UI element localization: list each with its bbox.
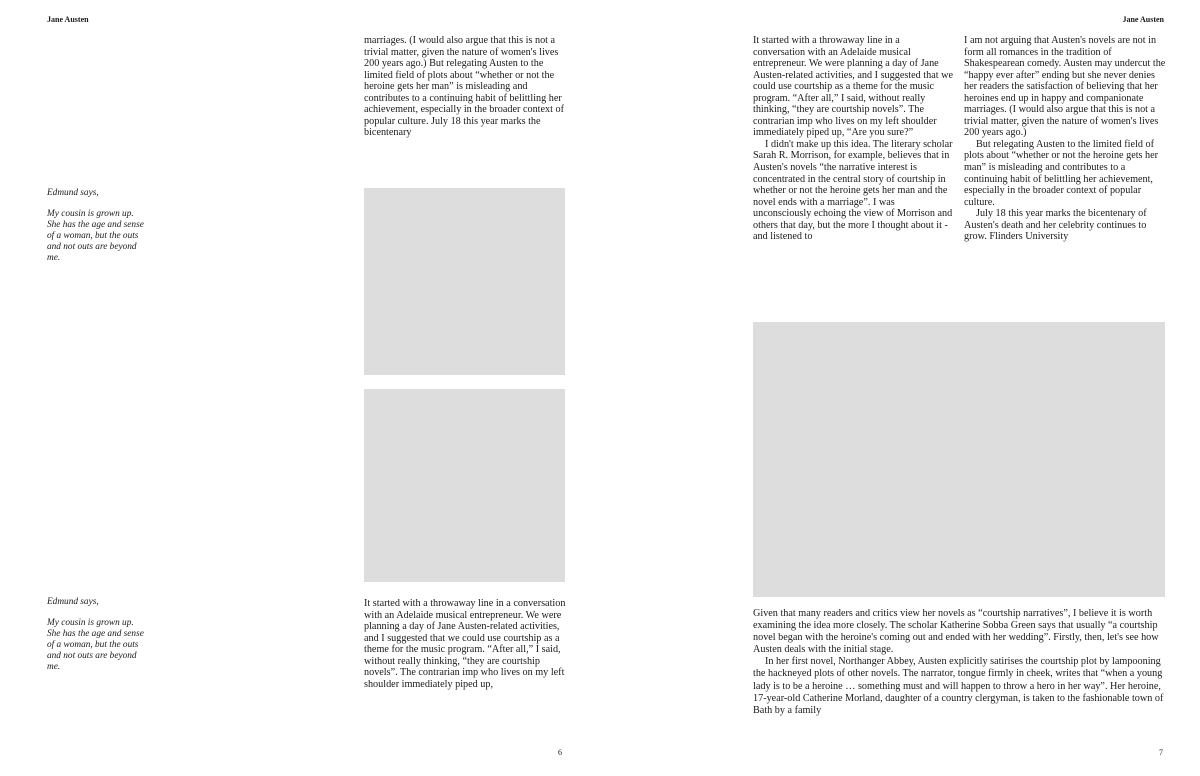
paragraph: But relegating Austen to the limited field of plots about “whether or not the heroine gets her man” is misleading and contributes to a continuing habit of belittling her achievement, especially in the broader context of popular culture. [964, 138, 1159, 208]
left-column-bottom-text [364, 598, 569, 690]
pull-quote-2 [47, 597, 147, 673]
pull-quote-text: My cousin is grown up. She has the age and sense of a woman, but the outs and not outs are beyond me. [47, 618, 144, 672]
right-column-2 [964, 35, 1167, 243]
paragraph: In her first novel, Northanger Abbey, Austen explicitly satirises the courtship plot by lampooning the hackneyed plots of other novels. The narrator, tongue firmly in cheek, writes that “when a young lady is to be a heroine … something must and will happen to throw a hero in her way”. Her heroine, 17-year-old Catherine Morland, daughter of a country clergyman, is taken to the fashionable town of Bath by a family [753, 656, 1164, 716]
pull-quote-text: My cousin is grown up. She has the age and sense of a woman, but the outs and not outs are beyond me. [47, 209, 144, 263]
left-column-top-text: marriages. (I would also argue that this is not a trivial matter, given the nature of women's lives 200 years ago.) But relegating Austen to the limited field of plots about “whether or not the heroine gets her man” is misleading and contributes to a continuing habit of belittling her achievement, especially in the broader context of popular culture. July 18 this year marks the bicentenary [364, 35, 564, 139]
image-placeholder-left-bottom [364, 389, 565, 582]
pull-quote-speaker: Edmund says, [47, 597, 99, 607]
image-placeholder-right [753, 322, 1165, 597]
paragraph: Given that many readers and critics view her novels as “courtship narratives”, I believe it is worth examining the idea more closely. The scholar Katherine Sobba Green says that usually “a courtship novel began with the heroine's coming out and ended with her wedding”. Firstly, then, let's see how Austen deals with the initial stage. [753, 608, 1159, 656]
right-column-1 [753, 35, 954, 243]
paragraph: I didn't make up this idea. The literary scholar Sarah R. Morrison, for example, believes that in Austen's novels “the narrative interest is concentrated in the central story of courtship in whether or not the heroine gets her man and the novel ends with a marriage”. I was unconsciously echoing the view of Morrison and others that day, but the more I thought about it - and listened to [753, 138, 953, 243]
right-bottom-text [753, 608, 1165, 717]
page-number-right: 7 [1159, 748, 1163, 757]
running-head-left: Jane Austen [47, 15, 89, 24]
left-column-bottom-line1: It started with a throwaway line in a conversation [364, 598, 566, 609]
paragraph: July 18 this year marks the bicentenary of Austen's death and her celebrity continues to grow. Flinders University [964, 208, 1147, 243]
page-number-left: 6 [558, 748, 562, 757]
left-column-bottom-rest: with an Adelaide musical entrepreneur. We were planning a day of Jane Austen-related activities, and I suggested that we could use courtship as a theme for the music program. “After all,” I said, without really thinking, “they are courtship novels”. The contrarian imp who lives on my left shoulder immediately piped up, [364, 609, 565, 690]
image-placeholder-left-top [364, 188, 565, 375]
paragraph: I am not arguing that Austen's novels are not in form all romances in the tradition of Shakespearean comedy. Austen may undercut the “happy ever after” ending but she never denies her readers the satisfaction of believing that her heroines end up in happy and companionate marriages. (I would also argue that this is not a trivial matter, given the nature of women's lives 200 years ago.) [964, 35, 1166, 139]
pull-quote-1 [47, 188, 147, 264]
pull-quote-speaker: Edmund says, [47, 188, 99, 198]
paragraph: It started with a throwaway line in a conversation with an Adelaide musical entrepreneur. We were planning a day of Jane Austen-related activities, and I suggested that we could use courtship as a theme for the music program. “After all,” I said, without really thinking, “they are courtship novels”. The contrarian imp who lives on my left shoulder immediately piped up, “Are you sure?” [753, 35, 954, 139]
running-head-right: Jane Austen [1122, 15, 1164, 24]
